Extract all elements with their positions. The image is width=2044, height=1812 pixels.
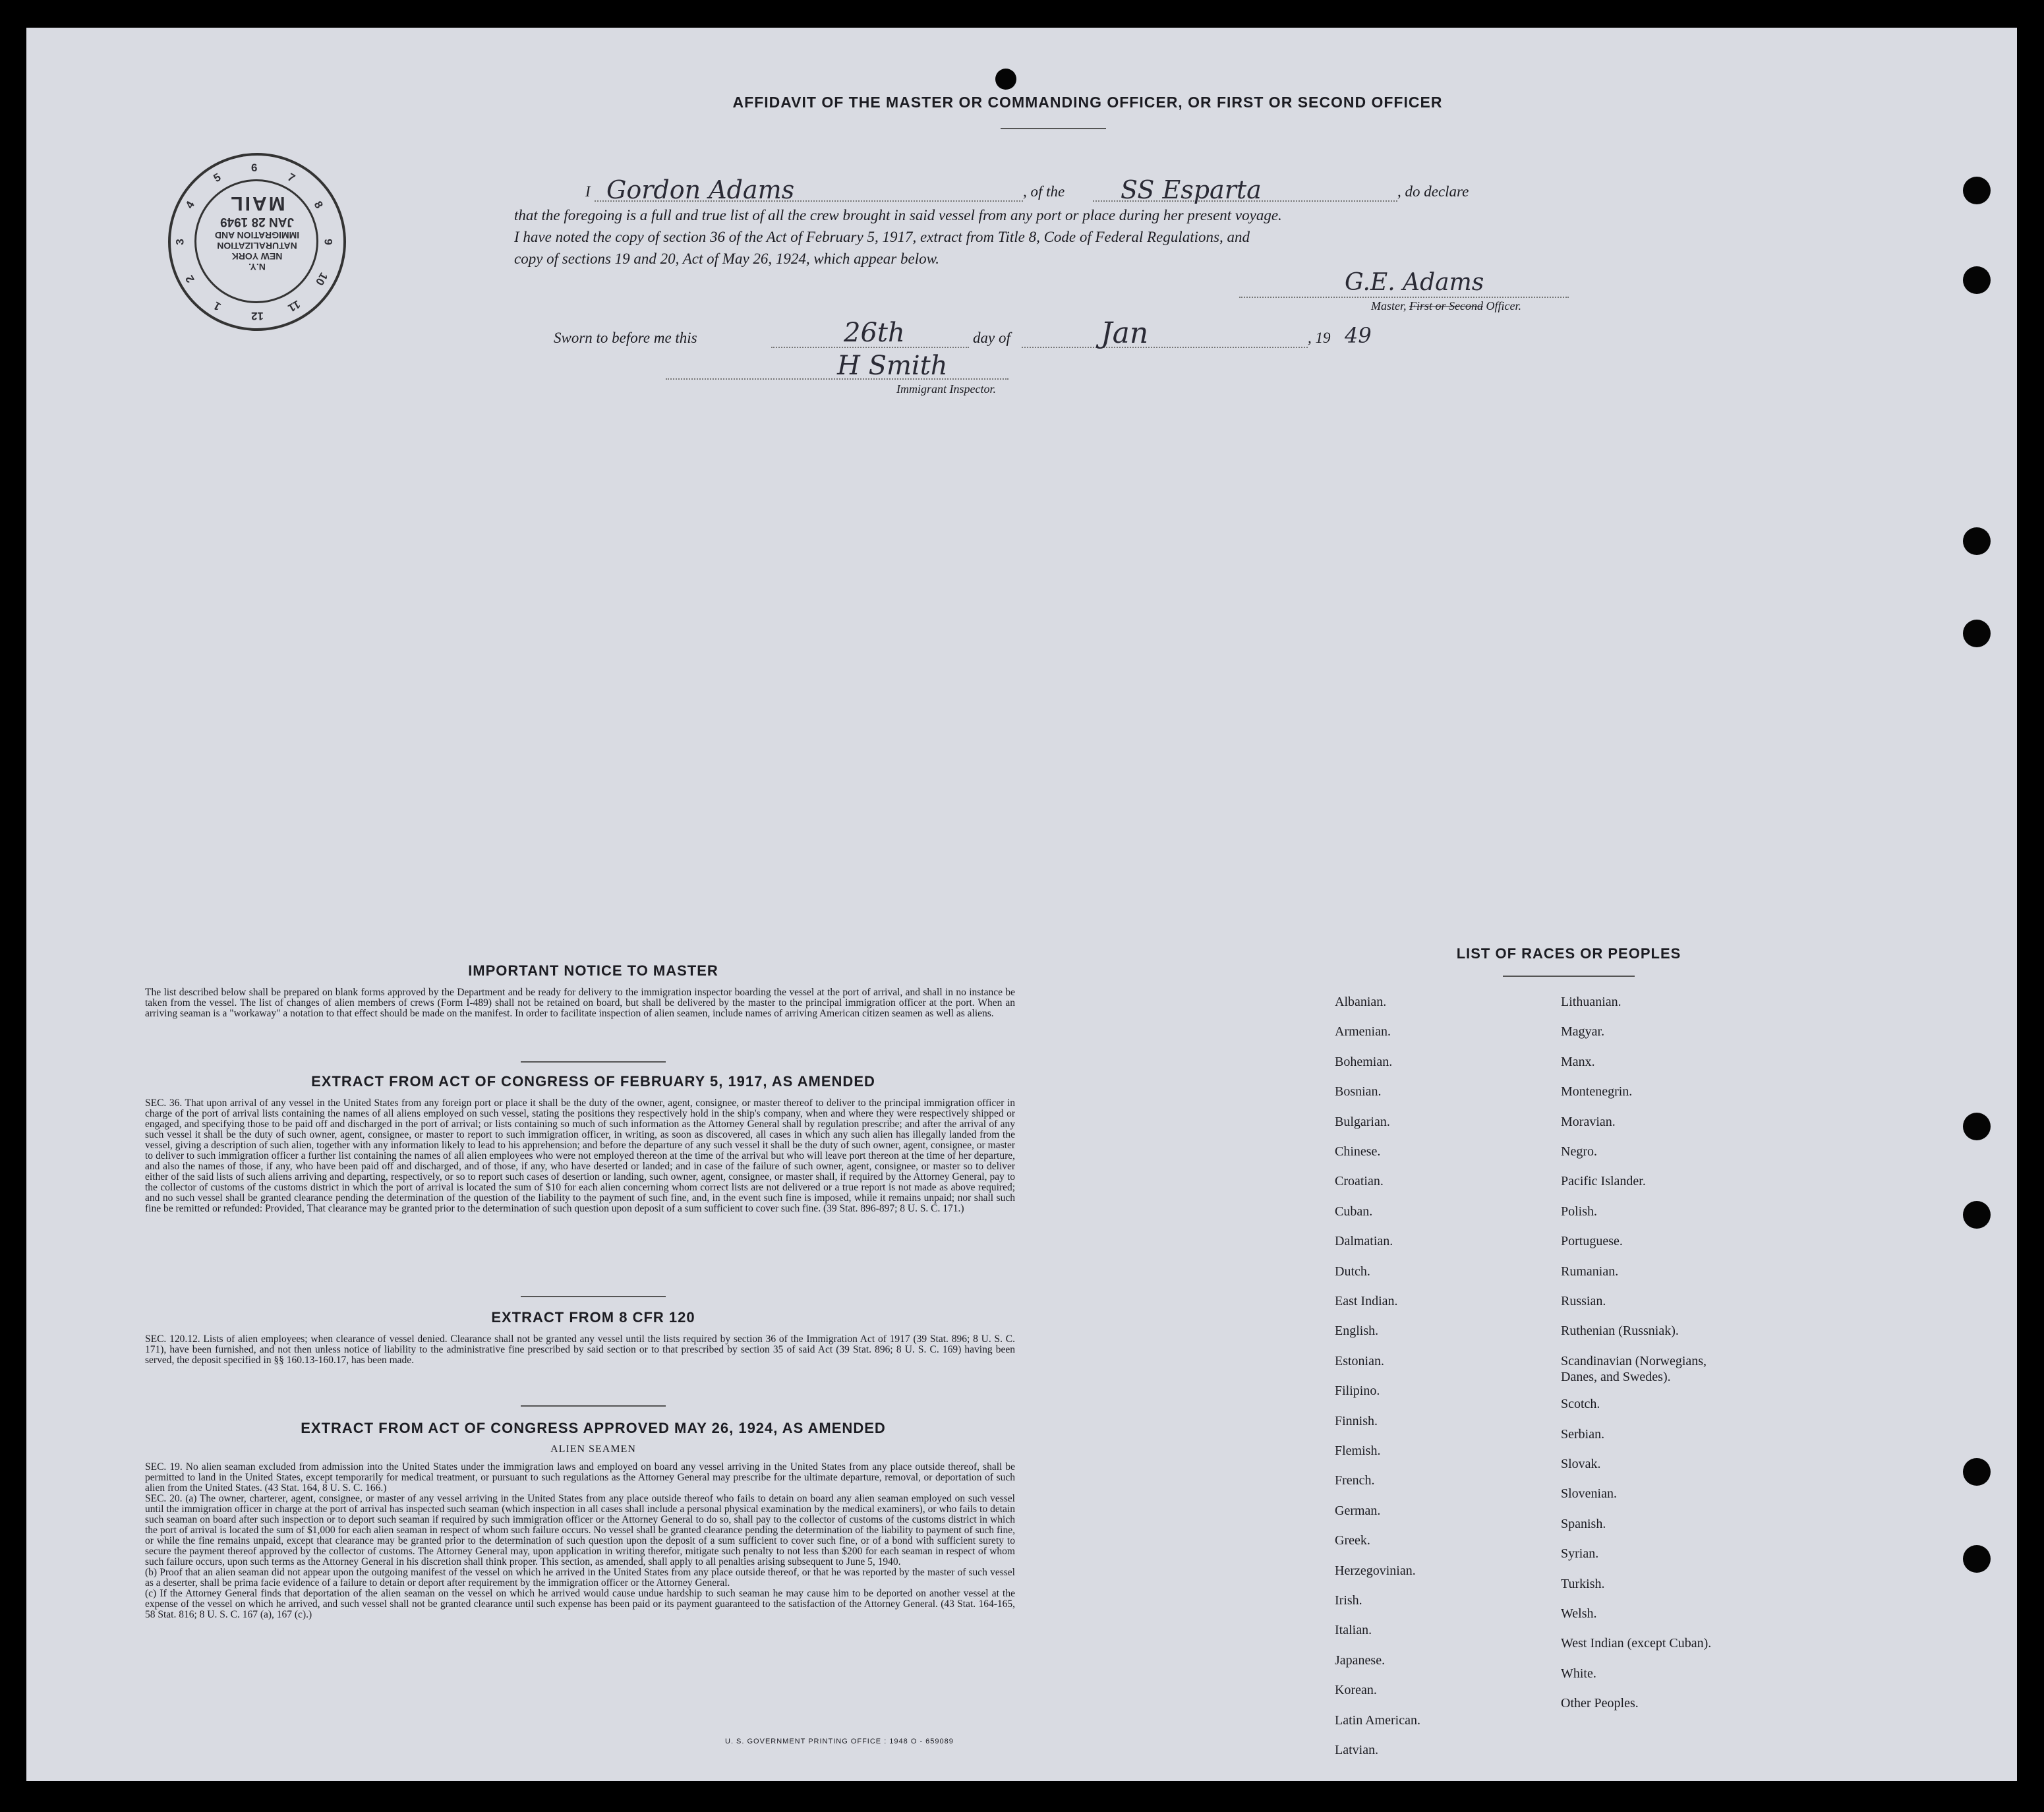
race-item: Moravian. xyxy=(1561,1114,1616,1129)
race-item: Chinese. xyxy=(1335,1144,1381,1159)
race-item: Cuban. xyxy=(1335,1204,1373,1219)
race-item: Latin American. xyxy=(1335,1712,1420,1728)
race-item: Korean. xyxy=(1335,1683,1377,1698)
sworn-line xyxy=(554,316,1411,356)
race-item: Filipino. xyxy=(1335,1384,1380,1399)
sworn-label: Sworn to before me this xyxy=(554,330,697,346)
race-item: White. xyxy=(1561,1666,1596,1681)
master-title xyxy=(1371,299,1521,313)
month-field xyxy=(1022,323,1308,348)
extract-cfr-title: EXTRACT FROM 8 CFR 120 xyxy=(491,1309,695,1326)
race-item: French. xyxy=(1335,1473,1375,1488)
stamp-line-3: NEW YORK xyxy=(231,251,283,262)
race-item: Lithuanian. xyxy=(1561,995,1621,1009)
punch-hole xyxy=(995,69,1016,90)
stamp-clock-number: 4 xyxy=(183,198,197,211)
race-item: Italian. xyxy=(1335,1623,1372,1638)
stamp-clock-number: 10 xyxy=(312,270,330,288)
stamp-clock-number: 12 xyxy=(251,310,264,322)
inspector-line xyxy=(666,355,1008,380)
year-handwritten: 49 xyxy=(1345,323,1372,348)
punch-hole xyxy=(1963,527,1991,555)
stamp-clock-number: 5 xyxy=(211,170,223,185)
race-item: Latvian. xyxy=(1335,1743,1379,1757)
extract-1917-rule xyxy=(521,1296,666,1297)
extract-cfr-text: SEC. 120.12. Lists of alien employees; when clearance of vessel denied. Clearance shall not be granted any vessel until the lists required by section 36 of the Immigration Act of 1917 (39 Stat. 896; 8 U. S. C. 171), have been furnished, and not then unless notice of liability to the administrative fine prescribed by said section or to that prescribed by section 35 of said Act (39 Stat. 896; 8 U. S. C. 169) having been served, the deposit specified in §§ 160.13-160.17, has been made. xyxy=(145,1333,1015,1366)
race-item: Herzegovinian. xyxy=(1335,1563,1416,1578)
race-item: Albanian. xyxy=(1335,995,1387,1009)
i-label: I xyxy=(585,183,591,200)
race-item: Syrian. xyxy=(1561,1546,1599,1562)
extract-1917-text: SEC. 36. That upon arrival of any vessel in the United States from any foreign port or place it shall be the duty of the owner, agent, consignee, or master thereof to deliver to the principal immigration officer in charge of the port of arrival lists containing the names of all aliens employed on such vessel, stating the positions they respectively hold in the ship's company, when and where they were respectively shipped or engaged, and specifying those to be paid off and discharged in the port of arrival; or lists containing so much of such information as the Attorney General shall by regulation prescribe; and after the arrival of any such vessel it shall be the duty of such owner, agent, consignee, or master to report to such immigration officer, in writing, as soon as discovered, all cases in which any such alien has illegally landed from the vessel, giving a description of such alien, together with any information likely to lead to his apprehension; and before the departure of any such vessel it shall be the duty of such owner, agent, consignee, or master to deliver to such immigration officer a further list containing the names of all alien employees who were not employed thereon at the time of the arrival but who will leave port thereon at the time of her departure, and also the names of those, if any, who have been paid off and discharged, and of those, if any, who have deserted or landed; and in case of the failure of such owner, agent, consignee, or master so to deliver either of the said lists of such aliens arriving and departing, respectively, or so to report such cases of desertion or landing, such owner, agent, consignee, or master shall, if required by the Attorney General, pay to the collector of customs of the customs district in which the port of arrival is located the sum of $10 for each alien concerning whom correct lists are not delivered or a true report is not made as above required; and no such vessel shall be granted clearance pending the determination of the question of the liability to the payment of such fine, and, in the event such fine is imposed, while it remains unpaid; nor shall such fine be remitted or refunded: Provided, That clearance may be granted prior to the determination of such question upon deposit of a sum sufficient to cover such fine. (39 Stat. 896-897; 8 U. S. C. 171.) xyxy=(145,1097,1015,1214)
race-item: Slovenian. xyxy=(1561,1486,1617,1502)
stamp-line-4: N.Y. xyxy=(248,262,266,272)
race-item: Negro. xyxy=(1561,1144,1597,1159)
race-item: East Indian. xyxy=(1335,1294,1398,1308)
inspector-signature: H Smith xyxy=(837,351,948,381)
race-item: Montenegrin. xyxy=(1561,1084,1633,1099)
title-rule xyxy=(1001,128,1106,129)
punch-hole xyxy=(1963,266,1991,294)
stamp-clock-number: 1 xyxy=(211,299,223,314)
stamp-clock-number: 2 xyxy=(183,273,197,285)
race-item: Dalmatian. xyxy=(1335,1234,1393,1249)
race-item: Croatian. xyxy=(1335,1174,1384,1189)
punch-hole xyxy=(1963,1201,1991,1229)
punch-hole xyxy=(1963,177,1991,204)
day-of-label: day of xyxy=(973,330,1010,346)
stamp-clock-number: 11 xyxy=(285,297,303,315)
race-item: Rumanian. xyxy=(1561,1264,1619,1279)
race-item: Serbian. xyxy=(1561,1426,1605,1442)
race-item: English. xyxy=(1335,1324,1379,1339)
extract-1924-subtitle: ALIEN SEAMEN xyxy=(550,1444,636,1455)
month-handwritten: Jan xyxy=(1101,316,1149,350)
affidavit-line-3: I have noted the copy of section 36 of the Act of February 5, 1917, extract from Title 8, Code of Federal Regulations, and xyxy=(514,229,1250,245)
extract-1917-title: EXTRACT FROM ACT OF CONGRESS OF FEBRUARY 5, 1917, AS AMENDED xyxy=(311,1073,875,1090)
affidavit-line-4: copy of sections 19 and 20, Act of May 26, 1924, which appear below. xyxy=(514,250,939,267)
race-item: Finnish. xyxy=(1335,1413,1378,1428)
race-item: Ruthenian (Russniak). xyxy=(1561,1324,1679,1339)
race-item: Russian. xyxy=(1561,1294,1606,1308)
extract-1924-text: SEC. 19. No alien seaman excluded from admission into the United States under the immigration laws and employed on board any vessel arriving in the United States from any place outside thereof, shall be permitted to land in the United States, except temporarily for medical treatment, or pursuant to such regulations as the Attorney General may prescribe for the ultimate departure, removal, or deportation of such alien from the United States. (43 Stat. 164, 8 U. S. C. 166.) SEC. 20. (a) The owner, charterer, agent, consignee, or master of any vessel arriving in the United States from any place outside thereof who fails to detain on board any alien seaman employed on such vessel until the immigration officer in charge at the port of arrival has inspected such seaman (which inspection in all cases shall include a personal physical examination by the medical examiners), or who fails to detain such seaman on board after such inspection or to deport such seaman if required by such immigration officer or the Attorney General to do so, shall pay to the collector of customs of the customs district in which the port of arrival is located the sum of $1,000 for each alien seaman in respect of whom such failure occurs. No vessel shall be granted clearance pending the determination of the liability to payment of such fine, or while the fine remains unpaid, except that clearance may be granted prior to the determination of such question upon the deposit of a sum sufficient to cover such fine, or of a bond with sufficient surety to secure the payment thereof approved by the collector of customs. The Attorney General may, upon application in writing therefor, mitigate such penalty to not less than $200 for each seaman in respect of whom such failure occurs, upon such terms as the Attorney General in his discretion shall think proper. This section, as amended, shall apply to all penalties arising subsequent to June 5, 1940. (b) Proof that an alien seaman did not appear upon the outgoing manifest of the vessel on which he arrived in the United States from any place outside thereof, or that he was reported by the master of such vessel as a deserter, shall be prima facie evidence of a failure to detain or deport after requirement by the immigration officer or the Attorney General. (c) If the Attorney General finds that deportation of the alien seaman on the vessel on which he arrived would cause undue hardship to such seaman he may cause him to be deported on another vessel at the expense of the vessel on which he arrived, and such vessel shall not be granted clearance until such expense has been paid or its payment guaranteed to the satisfaction of the Attorney General. (43 Stat. 164-165, 58 Stat. 816; 8 U. S. C. 167 (a), 167 (c).) xyxy=(145,1461,1015,1620)
race-item: Polish. xyxy=(1561,1204,1598,1219)
day-handwritten: 26th xyxy=(844,318,905,348)
stamp-clock-number: 9 xyxy=(322,239,335,245)
stamp-line-2: NATURALIZATION xyxy=(217,241,297,251)
of-the-label: , of the xyxy=(1023,183,1065,200)
race-item: Turkish. xyxy=(1561,1576,1605,1591)
race-item: Portuguese. xyxy=(1561,1234,1623,1249)
stamp-line-1: IMMIGRATION AND xyxy=(214,230,300,241)
year-prefix: , 19 xyxy=(1308,330,1331,346)
vessel-name-handwritten: SS Esparta xyxy=(1121,175,1262,204)
do-declare-label: , do declare xyxy=(1397,183,1469,200)
race-item: Other Peoples. xyxy=(1561,1696,1639,1711)
races-title: LIST OF RACES OR PEOPLES xyxy=(1456,945,1681,962)
race-item: Estonian. xyxy=(1335,1353,1384,1368)
struck-rank: First or Second xyxy=(1409,299,1483,312)
stamp-text-block xyxy=(197,192,317,272)
race-item: Japanese. xyxy=(1335,1652,1386,1668)
punch-hole xyxy=(1963,1545,1991,1573)
affidavit-title: AFFIDAVIT OF THE MASTER OR COMMANDING OFFICER, OR FIRST OR SECOND OFFICER xyxy=(732,94,1443,111)
stamp-word: MAIL xyxy=(229,192,285,214)
extract-cfr-rule xyxy=(521,1405,666,1407)
notice-text: The list described below shall be prepared on blank forms approved by the Department and be ready for delivery to the immigration inspector boarding the vessel at the port of arrival, and shall in no instance be taken from the vessel. The list of changes of alien members of crews (Form I-489) shall not be retained on board, but shall be delivered by the master to the principal immigration officer at the port. When an arriving seaman is a "workaway" a notation to that effect should be made on the manifest. In order to facilitate inspection of alien seamen, include names of arriving American citizen seamen as well as aliens. xyxy=(145,987,1015,1019)
stamp-clock-number: 7 xyxy=(285,170,297,185)
race-item: Irish. xyxy=(1335,1593,1362,1608)
affidavit-line-1 xyxy=(554,175,1621,204)
race-item: Bohemian. xyxy=(1335,1054,1393,1069)
master-signature: G.E. Adams xyxy=(1345,269,1484,296)
punch-hole xyxy=(1963,620,1991,647)
punch-hole xyxy=(1963,1458,1991,1486)
race-item: German. xyxy=(1335,1503,1381,1518)
officer-label: Officer. xyxy=(1486,299,1521,312)
stamp-clock-number: 6 xyxy=(251,161,258,174)
race-item: Scandinavian (Norwegians, Danes, and Swedes). xyxy=(1561,1353,1707,1384)
race-item: Bosnian. xyxy=(1335,1084,1382,1099)
race-item: Magyar. xyxy=(1561,1024,1605,1039)
stamp-date: JAN 28 1949 xyxy=(220,215,294,229)
race-item: Manx. xyxy=(1561,1054,1595,1069)
notice-title: IMPORTANT NOTICE TO MASTER xyxy=(468,962,718,979)
race-item: Greek. xyxy=(1335,1533,1370,1548)
race-item: Flemish. xyxy=(1335,1444,1381,1458)
extract-1924-title: EXTRACT FROM ACT OF CONGRESS APPROVED MAY 26, 1924, AS AMENDED xyxy=(301,1420,886,1436)
master-label: Master, xyxy=(1371,299,1407,312)
master-name-handwritten: Gordon Adams xyxy=(606,175,795,204)
stamp-clock-number: 8 xyxy=(311,198,326,211)
inspector-label: Immigrant Inspector. xyxy=(896,382,996,395)
document-sheet xyxy=(26,28,2017,1781)
race-item: West Indian (except Cuban). xyxy=(1561,1636,1712,1651)
race-item: Armenian. xyxy=(1335,1024,1391,1039)
received-stamp xyxy=(168,153,346,331)
races-rule xyxy=(1503,976,1635,977)
race-item: Dutch. xyxy=(1335,1264,1370,1279)
race-item: Bulgarian. xyxy=(1335,1114,1390,1129)
race-item: Pacific Islander. xyxy=(1561,1174,1646,1189)
signature-line xyxy=(1239,273,1569,298)
race-item: Spanish. xyxy=(1561,1516,1606,1531)
race-item: Slovak. xyxy=(1561,1457,1601,1471)
affidavit-line-2: that the foregoing is a full and true list of all the crew brought in said vessel from any port or place during her present voyage. xyxy=(514,207,1282,223)
notice-rule xyxy=(521,1061,666,1063)
punch-hole xyxy=(1963,1113,1991,1140)
printer-imprint: U. S. GOVERNMENT PRINTING OFFICE : 1948 O - 659089 xyxy=(725,1738,954,1745)
race-item: Scotch. xyxy=(1561,1397,1600,1412)
race-item: Welsh. xyxy=(1561,1606,1597,1621)
stamp-clock-number: 3 xyxy=(173,239,187,245)
